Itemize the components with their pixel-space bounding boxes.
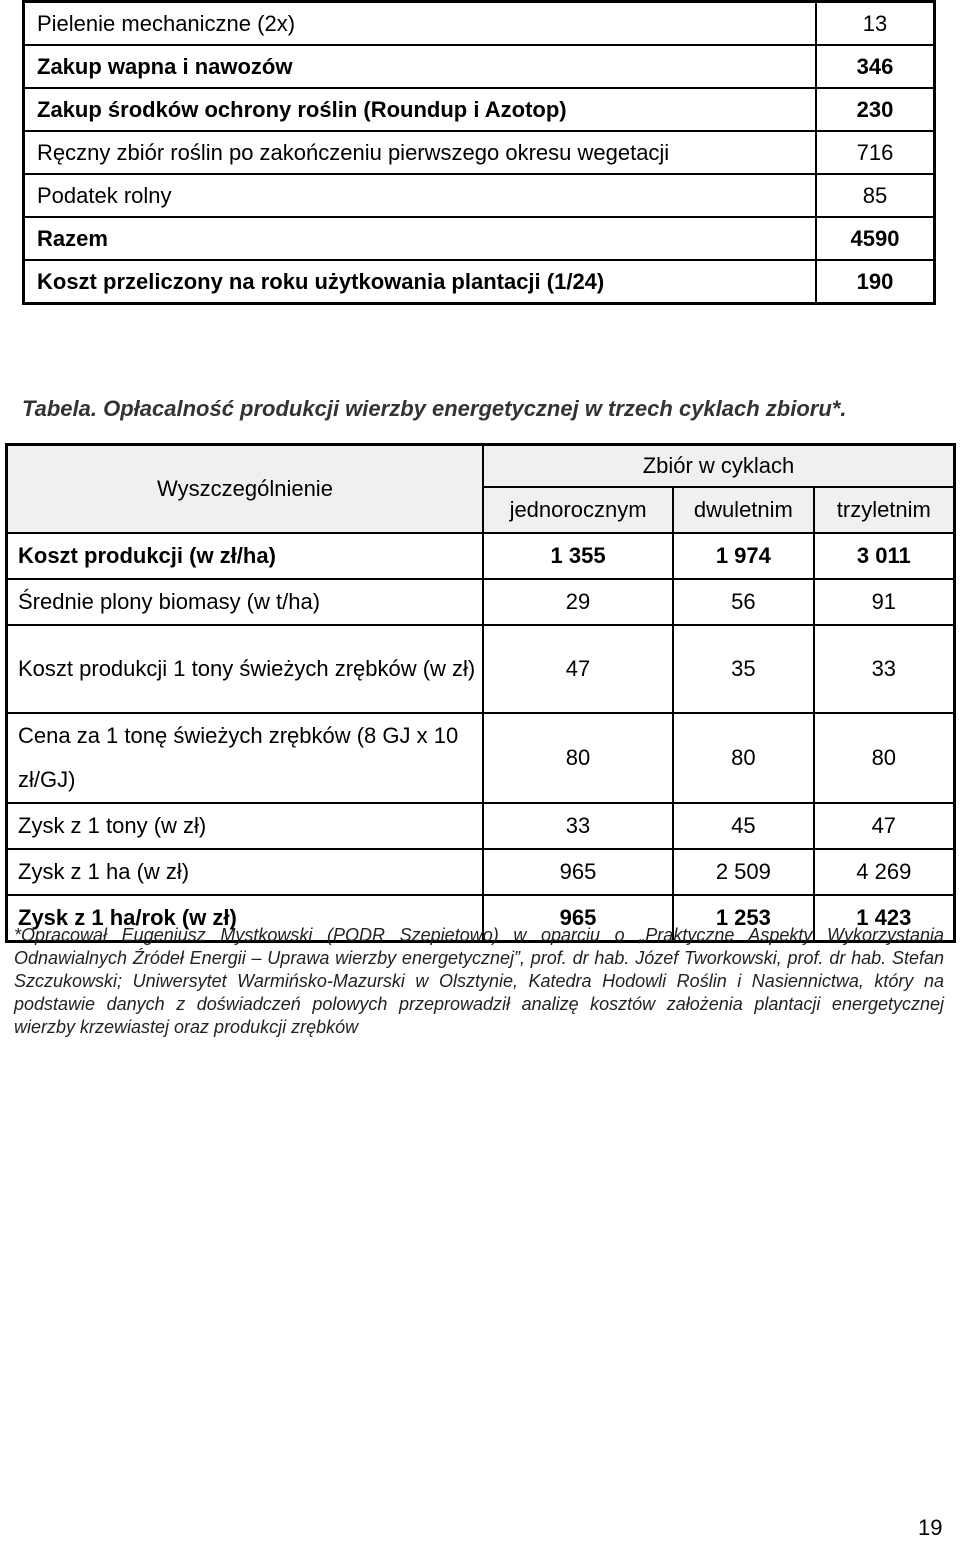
profit-value-jednorocznym: 33 [483,803,673,849]
page-number: 19 [918,1515,943,1540]
cost-row [24,174,935,217]
profit-value-dwuletnim: 1 253 [673,895,814,942]
cost-value: 346 [816,45,935,88]
cost-row [24,217,935,260]
cost-label: Zakup wapna i nawozów [24,45,817,88]
profit-value-trzyletnim: 4 269 [814,849,955,895]
profit-row-label: Średnie plony biomasy (w t/ha) [7,579,483,625]
profit-row-label: Koszt produkcji 1 tony świeżych zrębków (w zł) [7,625,483,713]
profit-value-trzyletnim: 33 [814,625,955,713]
profit-row [7,625,955,713]
profit-value-jednorocznym: 47 [483,625,673,713]
cost-table [22,0,936,305]
header-biennial: dwuletnim [673,487,814,533]
profit-row-label: Cena za 1 tonę świeżych zrębków (8 GJ x 10 zł/GJ) [7,713,483,803]
profitability-table [5,443,956,943]
profit-value-trzyletnim: 91 [814,579,955,625]
cost-label: Zakup środków ochrony roślin (Roundup i Azotop) [24,88,817,131]
profit-row-label: Zysk z 1 tony (w zł) [7,803,483,849]
cost-row [24,2,935,46]
header-triennial: trzyletnim [814,487,955,533]
cost-label: Podatek rolny [24,174,817,217]
cost-table-body [24,2,935,304]
profit-row [7,533,955,579]
cost-label: Razem [24,217,817,260]
cost-row [24,131,935,174]
cost-row [24,45,935,88]
profit-value-jednorocznym: 29 [483,579,673,625]
cost-row [24,260,935,304]
profit-value-trzyletnim: 3 011 [814,533,955,579]
profit-row-label: Koszt produkcji (w zł/ha) [7,533,483,579]
profit-value-jednorocznym: 1 355 [483,533,673,579]
profit-value-dwuletnim: 35 [673,625,814,713]
cost-value: 230 [816,88,935,131]
profit-value-trzyletnim: 47 [814,803,955,849]
caption-lead: Tabela. [22,396,97,421]
profit-value-dwuletnim: 80 [673,713,814,803]
profit-row [7,579,955,625]
profit-value-dwuletnim: 56 [673,579,814,625]
cost-value: 716 [816,131,935,174]
cost-label: Pielenie mechaniczne (2x) [24,2,817,46]
footnote: *Opracował Eugeniusz Mystkowski (PODR Szepietowo) w oparciu o „Praktyczne Aspekty Wykorzystania Odnawialnych Źródeł Energii – Uprawa wierzby energetycznej”, prof. dr hab. Józef Tworkowski, prof. dr hab. Stefan Szczukowski; Uniwersytet Warmińsko-Mazurski w Olsztynie, Katedra Hodowli Roślin i Nasiennictwa, który na podstawie danych z doświadczeń polowych przeprowadził analizę kosztów założenia plantacji energetycznej wierzby krzewiastej oraz produkcji zrębków [14,925,944,1037]
header-harvest-cycles: Zbiór w cyklach [483,445,955,488]
profit-value-trzyletnim: 80 [814,713,955,803]
profit-value-dwuletnim: 45 [673,803,814,849]
header-annual: jednorocznym [483,487,673,533]
cost-value: 85 [816,174,935,217]
profit-row [7,803,955,849]
profit-row-label: Zysk z 1 ha (w zł) [7,849,483,895]
cost-value: 13 [816,2,935,46]
profit-value-jednorocznym: 965 [483,895,673,942]
cost-label: Koszt przeliczony na roku użytkowania plantacji (1/24) [24,260,817,304]
profit-row-label: Zysk z 1 ha/rok (w zł) [7,895,483,942]
header-specification: Wyszczególnienie [7,445,483,534]
profit-value-trzyletnim: 1 423 [814,895,955,942]
profit-row [7,849,955,895]
cost-row [24,88,935,131]
profitability-table-body [7,533,955,942]
profit-value-jednorocznym: 965 [483,849,673,895]
profit-row [7,713,955,803]
profit-value-dwuletnim: 1 974 [673,533,814,579]
profit-value-jednorocznym: 80 [483,713,673,803]
profit-value-dwuletnim: 2 509 [673,849,814,895]
table-caption [22,396,846,422]
cost-value: 190 [816,260,935,304]
cost-label: Ręczny zbiór roślin po zakończeniu pierwszego okresu wegetacji [24,131,817,174]
caption-text: Opłacalność produkcji wierzby energetycznej w trzech cyklach zbioru*. [97,396,847,421]
cost-value: 4590 [816,217,935,260]
